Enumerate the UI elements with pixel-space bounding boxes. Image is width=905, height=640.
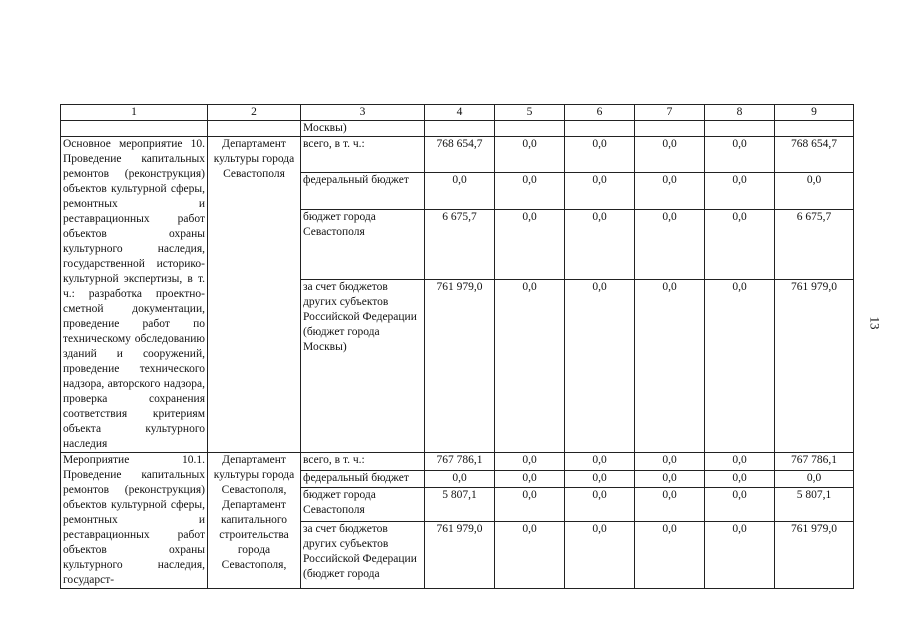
measure-description: Мероприятие 10.1. Проведение капитальных ремонтов (реконструкция) объектов культурной сферы, ремонтных и реставрационных работ объектов охраны культурного наследия, государст- (61, 453, 208, 589)
amount-cell: 761 979,0 (775, 280, 854, 453)
amount-cell: 0,0 (495, 137, 565, 173)
header-cell: 1 (61, 105, 208, 121)
amount-cell: 6 675,7 (775, 209, 854, 279)
header-cell: 8 (705, 105, 775, 121)
measure-description: Основное мероприятие 10. Проведение капитальных ремонтов (реконструкция) объектов культурной сферы, ремонтных и реставрационных работ объектов охраны культурного наследия, государственной историко-культурной экспертизы, в т. ч.: разработка проектно-сметной документации, проведение работ по техническому обследованию зданий и сооружений, проведение технического надзора, авторского надзора, проверка сохранения соответствия критериям объекта культурного наследия (61, 137, 208, 453)
header-cell: 5 (495, 105, 565, 121)
amount-cell: 0,0 (635, 470, 705, 488)
amount-cell: 761 979,0 (775, 522, 854, 589)
amount-cell: 0,0 (565, 488, 635, 522)
funding-source-label: за счет бюджетов других субъектов Российской Федерации (бюджет города (301, 522, 425, 589)
funding-source-label: бюджет города Севастополя (301, 488, 425, 522)
header-row (61, 105, 854, 121)
amount-cell: 0,0 (705, 280, 775, 453)
continuation-row (61, 121, 854, 137)
funding-source-label: всего, в т. ч.: (301, 137, 425, 173)
funding-source-label: всего, в т. ч.: (301, 453, 425, 471)
amount-cell: 0,0 (705, 453, 775, 471)
header-cell: 6 (565, 105, 635, 121)
amount-cell: 0,0 (495, 209, 565, 279)
amount-cell: 0,0 (705, 137, 775, 173)
header-cell: 4 (425, 105, 495, 121)
amount-cell: 0,0 (635, 137, 705, 173)
amount-cell: 0,0 (565, 453, 635, 471)
amount-cell: 761 979,0 (425, 280, 495, 453)
amount-cell: 0,0 (635, 453, 705, 471)
responsible-executor: Департамент культуры города Севастополя (208, 137, 301, 453)
amount-cell: 0,0 (635, 522, 705, 589)
page-bottom-margin (0, 592, 905, 640)
amount-cell: 0,0 (705, 488, 775, 522)
amount-cell: 0,0 (705, 173, 775, 209)
amount-cell: 5 807,1 (425, 488, 495, 522)
amount-cell: 0,0 (565, 137, 635, 173)
amount-cell: 0,0 (775, 173, 854, 209)
amount-cell: 0,0 (495, 280, 565, 453)
header-cell: 3 (301, 105, 425, 121)
amount-cell: 0,0 (705, 470, 775, 488)
amount-cell: 761 979,0 (425, 522, 495, 589)
budget-table (60, 104, 854, 589)
funding-source-label: за счет бюджетов других субъектов Российской Федерации (бюджет города Москвы) (301, 280, 425, 453)
amount-cell: 0,0 (775, 470, 854, 488)
amount-cell: 0,0 (565, 173, 635, 209)
amount-cell: 0,0 (495, 453, 565, 471)
financing-row (61, 137, 854, 173)
amount-cell: 5 807,1 (775, 488, 854, 522)
amount-cell: 0,0 (705, 522, 775, 589)
amount-cell: 0,0 (635, 209, 705, 279)
amount-cell: 0,0 (565, 470, 635, 488)
funding-source-label: федеральный бюджет (301, 470, 425, 488)
amount-cell: 767 786,1 (425, 453, 495, 471)
amount-cell: 0,0 (635, 173, 705, 209)
amount-cell: 767 786,1 (775, 453, 854, 471)
amount-cell: 0,0 (635, 280, 705, 453)
amount-cell: 0,0 (495, 488, 565, 522)
header-cell: 2 (208, 105, 301, 121)
amount-cell: 0,0 (565, 522, 635, 589)
amount-cell: 0,0 (565, 209, 635, 279)
amount-cell: 768 654,7 (775, 137, 854, 173)
amount-cell: 0,0 (425, 173, 495, 209)
amount-cell: 0,0 (495, 470, 565, 488)
amount-cell: 0,0 (425, 470, 495, 488)
amount-cell: 0,0 (705, 209, 775, 279)
continuation-cell: Москвы) (301, 121, 425, 137)
amount-cell: 6 675,7 (425, 209, 495, 279)
amount-cell: 0,0 (495, 173, 565, 209)
funding-source-label: федеральный бюджет (301, 173, 425, 209)
financing-row (61, 453, 854, 471)
amount-cell: 0,0 (635, 488, 705, 522)
header-cell: 7 (635, 105, 705, 121)
amount-cell: 768 654,7 (425, 137, 495, 173)
page-number: 13 (867, 316, 883, 330)
amount-cell: 0,0 (495, 522, 565, 589)
header-cell: 9 (775, 105, 854, 121)
amount-cell: 0,0 (565, 280, 635, 453)
responsible-executor: Департамент культуры города Севастополя, Департамент капитального строительства города Севастополя, (208, 453, 301, 589)
funding-source-label: бюджет города Севастополя (301, 209, 425, 279)
